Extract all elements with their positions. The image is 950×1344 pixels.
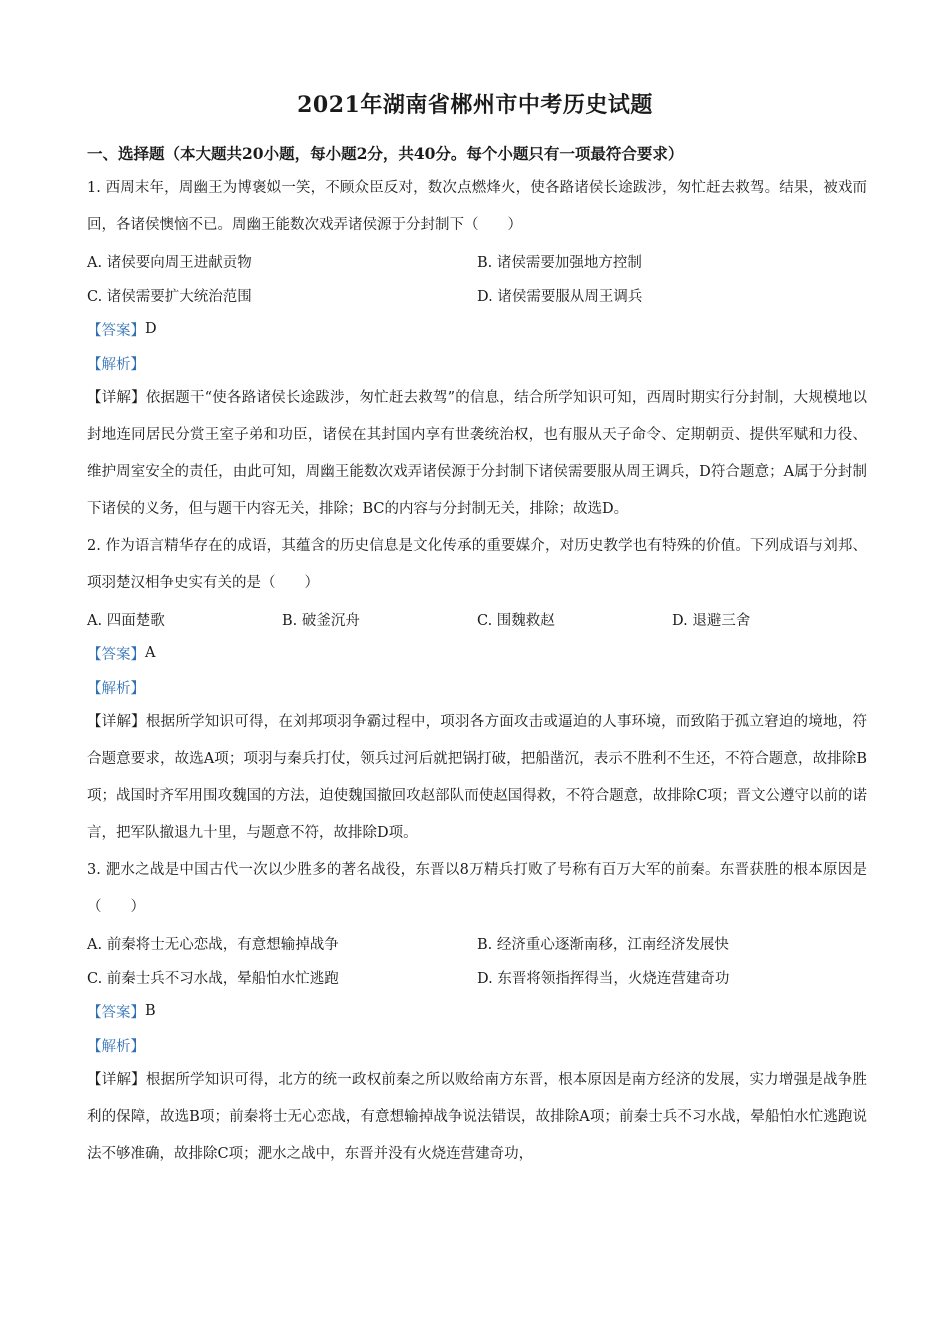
answer-line xyxy=(87,994,867,1028)
question-stem: 3. 淝水之战是中国古代一次以少胜多的著名战役，东晋以8万精兵打败了号称有百万大军的前秦。东晋获胜的根本原因是（ ） xyxy=(87,862,867,915)
answer-tag: 【答案】 xyxy=(87,646,145,663)
analysis-line xyxy=(87,346,867,380)
answer-value: B xyxy=(145,1003,156,1019)
options-row xyxy=(87,244,867,278)
option-b: B. 破釜沉舟 xyxy=(282,612,360,629)
page-title: 2021年湖南省郴州市中考历史试题 xyxy=(297,92,653,118)
detail-tag: 【详解】 xyxy=(87,1072,146,1088)
options-row xyxy=(87,926,867,960)
options-row xyxy=(87,602,867,636)
option-a: A. 诸侯要向周王进献贡物 xyxy=(87,254,252,271)
option-c: C. 前秦士兵不习水战，晕船怕水忙逃跑 xyxy=(87,970,339,987)
answer-line xyxy=(87,312,867,346)
answer-line xyxy=(87,636,867,670)
option-a: A. 四面楚歌 xyxy=(87,612,165,629)
detail-text: 依据题干“使各路诸侯长途跋涉，匆忙赶去救驾”的信息，结合所学知识可知，西周时期实行分封制，大规模地以封地连同居民分赏王室子弟和功臣，诸侯在其封国内享有世袭统治权，也有服从天子命令、定期朝贡、提供军赋和力役、维护周室安全的责任，由此可知，周幽王能数次戏弄诸侯源于分封制下诸侯需要服从周王调兵，D符合题意；A属于分封制下诸侯的义务，但与题干内容无关，排除；BC的内容与分封制无关，排除；故选D。 xyxy=(87,390,867,517)
option-a: A. 前秦将士无心恋战，有意想输掉战争 xyxy=(87,936,339,953)
answer-value: D xyxy=(145,321,157,337)
question-1 xyxy=(87,170,867,528)
questions-container xyxy=(87,170,867,1173)
answer-tag: 【答案】 xyxy=(87,1004,145,1021)
question-3 xyxy=(87,852,867,1173)
question-2 xyxy=(87,528,867,852)
options-row xyxy=(87,960,867,994)
option-b: B. 诸侯需要加强地方控制 xyxy=(477,254,642,271)
question-stem: 1. 西周末年，周幽王为博褒姒一笑，不顾众臣反对，数次点燃烽火，使各路诸侯长途跋涉，匆忙赶去救驾。结果，被戏而回，各诸侯懊恼不已。周幽王能数次戏弄诸侯源于分封制下（ ） xyxy=(87,180,867,233)
question-stem: 2. 作为语言精华存在的成语，其蕴含的历史信息是文化传承的重要媒介，对历史教学也有特殊的价值。下列成语与刘邦、项羽楚汉相争史实有关的是（ ） xyxy=(87,538,867,591)
option-c: C. 围魏救赵 xyxy=(477,612,555,629)
option-d: D. 东晋将领指挥得当，火烧连营建奇功 xyxy=(477,970,730,987)
detail-paragraph xyxy=(87,380,867,528)
option-b: B. 经济重心逐渐南移，江南经济发展快 xyxy=(477,936,729,953)
option-c: C. 诸侯需要扩大统治范围 xyxy=(87,288,252,305)
detail-text: 根据所学知识可得，在刘邦项羽争霸过程中，项羽各方面攻击或逼迫的人事环境，而致陷于孤立窘迫的境地，符合题意要求，故选A项；项羽与秦兵打仗，领兵过河后就把锅打破，把船凿沉，表示不胜利不生还，不符合题意，故排除B项；战国时齐军用围攻魏国的方法，迫使魏国撤回攻赵部队而使赵国得救，不符合题意，故排除C项；晋文公遵守以前的诺言，把军队撤退九十里，与题意不符，故排除D项。 xyxy=(87,714,868,841)
answer-value: A xyxy=(145,645,156,661)
answer-tag: 【答案】 xyxy=(87,322,145,339)
analysis-tag: 【解析】 xyxy=(87,680,145,697)
option-d: D. 诸侯需要服从周王调兵 xyxy=(477,288,643,305)
analysis-tag: 【解析】 xyxy=(87,1038,145,1055)
section-heading: 一、选择题（本大题共20小题，每小题2分，共40分。每个小题只有一项最符合要求） xyxy=(87,144,684,163)
analysis-line xyxy=(87,1028,867,1062)
detail-paragraph xyxy=(87,1062,867,1173)
option-d: D. 退避三舍 xyxy=(672,612,751,629)
detail-tag: 【详解】 xyxy=(87,390,146,406)
analysis-line xyxy=(87,670,867,704)
analysis-tag: 【解析】 xyxy=(87,356,145,373)
detail-paragraph xyxy=(87,704,867,852)
detail-tag: 【详解】 xyxy=(87,714,146,730)
options-row xyxy=(87,278,867,312)
detail-text: 根据所学知识可得，北方的统一政权前秦之所以败给南方东晋，根本原因是南方经济的发展，实力增强是战争胜利的保障，故选B项；前秦将士无心恋战，有意想输掉战争说法错误，故排除A项；前秦士兵不习水战，晕船怕水忙逃跑说法不够准确，故排除C项；淝水之战中，东晋并没有火烧连营建奇功， xyxy=(87,1072,868,1162)
